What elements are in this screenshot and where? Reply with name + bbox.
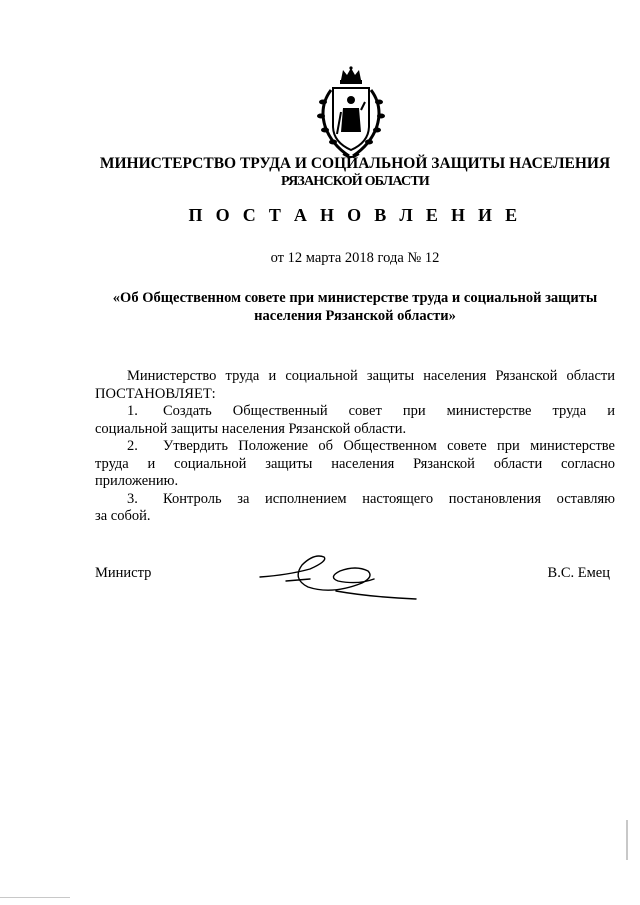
signatory-name: В.С. Емец (547, 565, 610, 581)
item-number: 1. (127, 403, 138, 419)
document-subject-line2: населения Рязанской области» (254, 308, 456, 324)
list-item (95, 438, 615, 456)
item-text-line2: за собой. (95, 508, 151, 524)
item-number: 3. (127, 490, 138, 507)
document-body (95, 368, 615, 526)
item-text-line1: Контроль за исполнением настоящего постановления оставляю (163, 490, 615, 507)
intro-line1: Министерство труда и социальной защиты населения Рязанской области (127, 368, 615, 384)
document-type: П О С Т А Н О В Л Е Н И Е (188, 205, 522, 225)
list-item (95, 403, 615, 421)
ministry-name-line2: РЯЗАНСКОЙ ОБЛАСТИ (281, 174, 429, 189)
ministry-name-line1: МИНИСТЕРСТВО ТРУДА И СОЦИАЛЬНОЙ ЗАЩИТЫ НАСЕЛЕНИЯ (99, 155, 611, 172)
signatory-title: Министр (95, 565, 152, 581)
list-item (95, 491, 615, 509)
intro-line2: ПОСТАНОВЛЯЕТ: (95, 385, 216, 402)
document-subject-line1: «Об Общественном совете при министерстве труда и социальной защиты (112, 290, 598, 306)
item-text-line3: приложению. (95, 473, 179, 489)
item-text-line2: труда и социальной защиты населения Рязанской области согласно (95, 455, 615, 472)
scan-bottom-rule (0, 897, 70, 898)
item-text-line2: социальной защиты населения Рязанской области. (95, 420, 407, 437)
item-number: 2. (127, 438, 138, 454)
ryazan-coat-of-arms-icon (313, 66, 389, 162)
item-text-line1: Создать Общественный совет при министерстве труда и (163, 403, 615, 419)
scan-edge-mark (626, 820, 628, 860)
item-text-line1: Утвердить Положение об Общественном совете при министерстве (163, 438, 615, 454)
document-date-number: от 12 марта 2018 года № 12 (270, 250, 440, 266)
handwritten-signature-icon (258, 551, 420, 605)
